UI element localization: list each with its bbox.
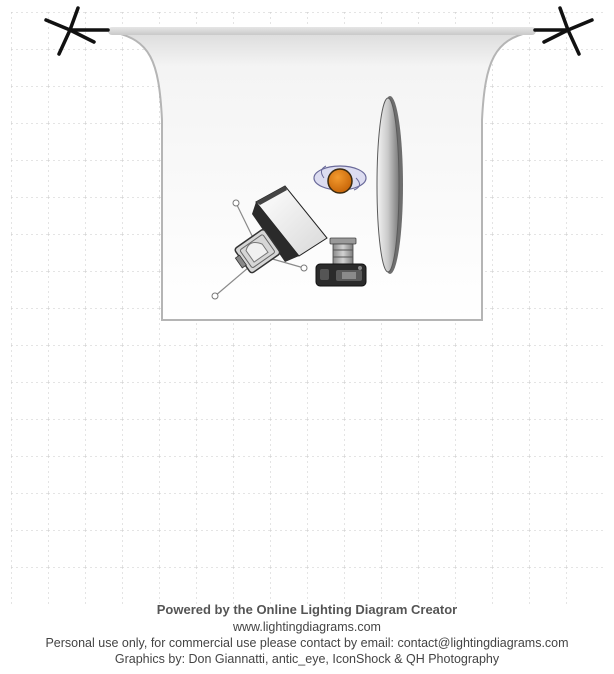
- footer-powered-by: Powered by the Online Lighting Diagram Creator: [156, 602, 458, 617]
- footer-license: Personal use only, for commercial use please contact by email: contact@lightingdiagrams.com: [45, 636, 569, 650]
- backdrop-roll: [108, 27, 536, 35]
- footer-credits: Graphics by: Don Giannatti, antic_eye, IconShock & QH Photography: [114, 652, 500, 666]
- reflector-icon: [377, 96, 403, 274]
- footer-website[interactable]: www.lightingdiagrams.com: [233, 620, 381, 634]
